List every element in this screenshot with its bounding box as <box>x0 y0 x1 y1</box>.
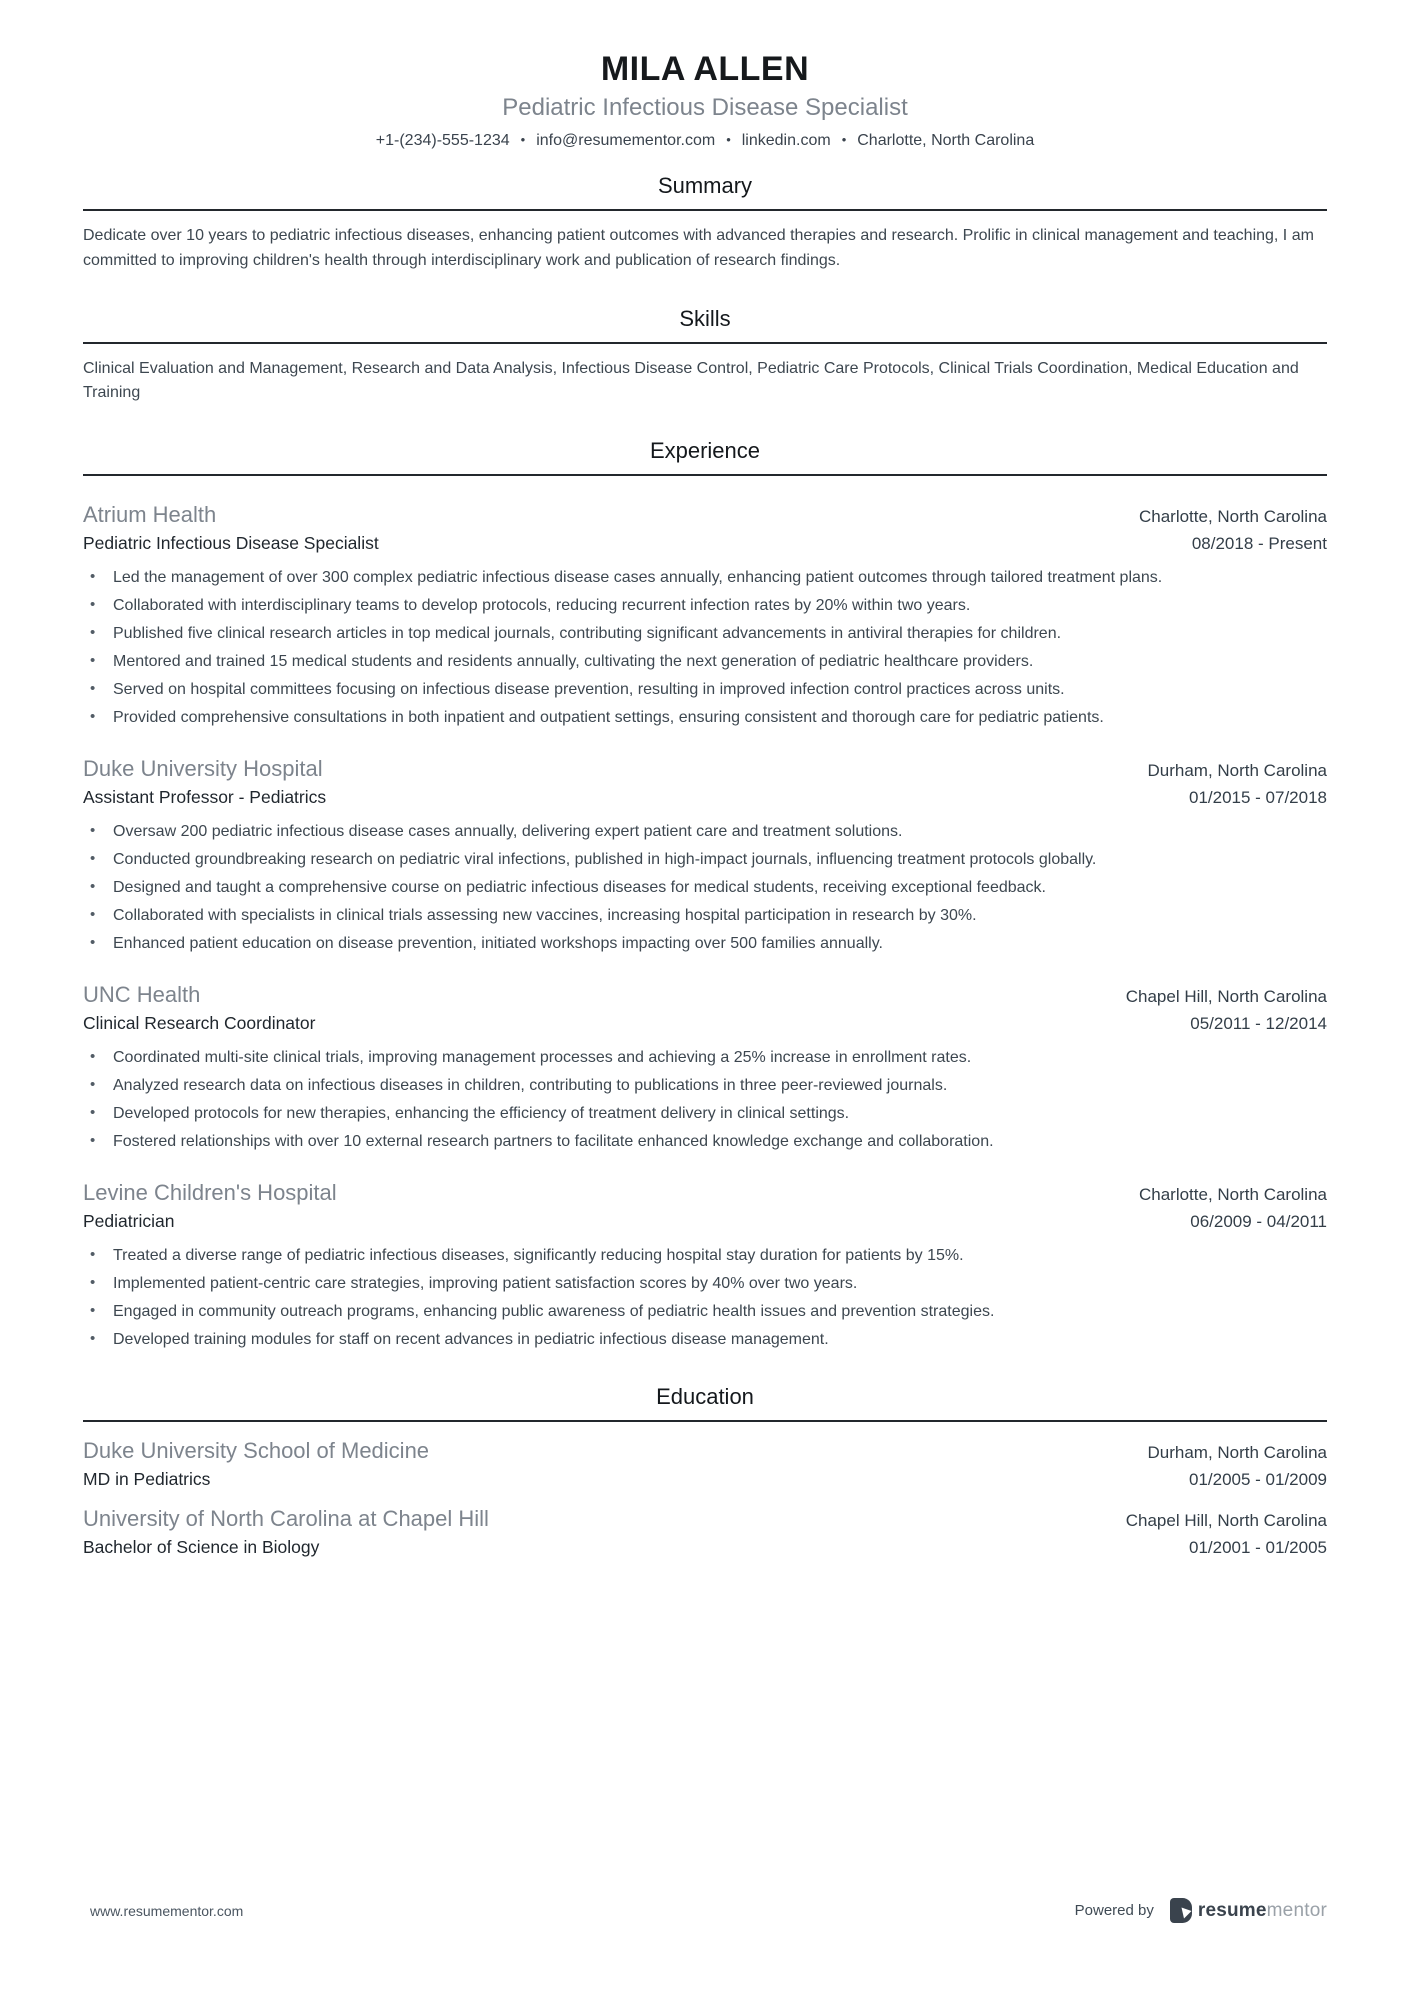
candidate-title: Pediatric Infectious Disease Specialist <box>502 94 908 121</box>
contact-line <box>83 132 1327 150</box>
dot-separator: • <box>520 132 526 147</box>
dot-separator: • <box>726 132 731 147</box>
bullet-item: • Oversaw 200 pediatric infectious disease cases annually, delivering expert patient care and treatment solutions. <box>83 820 1327 844</box>
powered-by <box>1075 1898 1327 1923</box>
section-experience <box>83 438 1327 1352</box>
entry-dates: 01/2015 - 07/2018 <box>1188 788 1327 808</box>
resume-header <box>83 50 1327 150</box>
job-title: Pediatrician <box>83 1211 175 1232</box>
section-heading-education: Education <box>656 1384 754 1410</box>
company-name: UNC Health <box>83 982 201 1008</box>
degree: Bachelor of Science in Biology <box>83 1537 320 1558</box>
section-divider <box>83 474 1327 476</box>
bullet-list <box>83 1046 1327 1154</box>
bullet-item: • Led the management of over 300 complex pediatric infectious disease cases annually, enhancing patient outcomes through tailored treatment plans. <box>83 566 1327 590</box>
education-entry <box>83 1506 1327 1558</box>
bullet-item: • Analyzed research data on infectious diseases in children, contributing to publications in three peer-reviewed journals. <box>83 1074 1327 1098</box>
section-skills <box>83 306 1327 407</box>
candidate-name: MILA ALLEN <box>600 50 810 88</box>
footer-website-url: www.resumementor.com <box>90 1902 244 1919</box>
bullet-item: • Mentored and trained 15 medical students and residents annually, cultivating the next generation of pediatric healthcare providers. <box>83 650 1327 674</box>
experience-entry <box>83 502 1327 730</box>
entry-location: Chapel Hill, North Carolina <box>1125 1511 1327 1531</box>
bullet-item: • Served on hospital committees focusing on infectious disease prevention, resulting in improved infection control practices across units. <box>83 678 1327 702</box>
school-name: Duke University School of Medicine <box>83 1438 430 1464</box>
section-heading-skills: Skills <box>679 305 731 331</box>
entry-location: Durham, North Carolina <box>1147 761 1327 781</box>
section-divider <box>83 209 1327 211</box>
bullet-item: • Collaborated with interdisciplinary teams to develop protocols, reducing recurrent infection rates by 20% within two years. <box>83 594 1327 618</box>
company-name: Duke University Hospital <box>83 756 323 782</box>
contact-location: Charlotte, North Carolina <box>857 132 1035 149</box>
resumementor-logo-icon <box>1170 1898 1192 1923</box>
bullet-item: • Fostered relationships with over 10 external research partners to facilitate enhanced knowledge exchange and collaboration. <box>83 1130 1327 1154</box>
skills-text: Clinical Evaluation and Management, Research and Data Analysis, Infectious Disease Control, Pediatric Care Protocols, Clinical Trials Coordination, Medical Education and Training <box>83 359 1299 402</box>
company-name: Atrium Health <box>83 502 217 528</box>
entry-location: Durham, North Carolina <box>1147 1443 1327 1463</box>
contact-phone: +1-(234)-555-1234 <box>375 132 510 149</box>
job-title: Assistant Professor - Pediatrics <box>83 787 327 808</box>
bullet-list <box>83 820 1327 956</box>
summary-text: Dedicate over 10 years to pediatric infectious diseases, enhancing patient outcomes with advanced therapies and research. Prolific in clinical management and teaching, I am committed to improving children's health through interdisciplinary work and publication of research findings. <box>83 227 1314 269</box>
company-name: Levine Children's Hospital <box>83 1180 337 1206</box>
job-title: Clinical Research Coordinator <box>83 1013 316 1034</box>
dot-separator: • <box>841 132 847 147</box>
brand-text-bold: resume <box>1197 1899 1267 1921</box>
entry-dates: 01/2001 - 01/2005 <box>1188 1538 1327 1558</box>
experience-entry <box>83 756 1327 956</box>
bullet-item: • Developed training modules for staff on recent advances in pediatric infectious disease management. <box>83 1328 1327 1352</box>
section-education <box>83 1384 1327 1558</box>
bullet-item: • Implemented patient-centric care strategies, improving patient satisfaction scores by 40% over two years. <box>83 1272 1327 1296</box>
bullet-item: • Designed and taught a comprehensive course on pediatric infectious diseases for medical students, receiving exceptional feedback. <box>83 876 1327 900</box>
entry-location: Chapel Hill, North Carolina <box>1125 987 1327 1007</box>
entry-dates: 08/2018 - Present <box>1191 534 1327 554</box>
brand-text-light: mentor <box>1266 1899 1327 1921</box>
section-divider <box>83 1420 1327 1422</box>
bullet-item: • Conducted groundbreaking research on pediatric viral infections, published in high-impact journals, influencing treatment protocols globally. <box>83 848 1327 872</box>
entry-dates: 01/2005 - 01/2009 <box>1188 1470 1327 1490</box>
bullet-item: • Coordinated multi-site clinical trials, improving management processes and achieving a 25% increase in enrollment rates. <box>83 1046 1327 1070</box>
experience-entry <box>83 1180 1327 1352</box>
bullet-item: • Developed protocols for new therapies, enhancing the efficiency of treatment delivery in clinical settings. <box>83 1102 1327 1126</box>
school-name: University of North Carolina at Chapel Hill <box>83 1506 489 1532</box>
section-heading-experience: Experience <box>649 438 761 464</box>
entry-location: Charlotte, North Carolina <box>1138 1185 1327 1205</box>
section-divider <box>83 342 1327 344</box>
bullet-item: • Treated a diverse range of pediatric infectious diseases, significantly reducing hospital stay duration for patients by 15%. <box>83 1244 1327 1268</box>
education-entry <box>83 1438 1327 1490</box>
bullet-list <box>83 1244 1327 1352</box>
entry-dates: 06/2009 - 04/2011 <box>1190 1212 1327 1232</box>
experience-entry <box>83 982 1327 1154</box>
powered-by-label: Powered by <box>1074 1902 1154 1919</box>
bullet-list <box>83 566 1327 730</box>
brand-wordmark <box>1198 1900 1327 1922</box>
bullet-item: • Engaged in community outreach programs, enhancing public awareness of pediatric health issues and prevention strategies. <box>83 1300 1327 1324</box>
bullet-item: • Provided comprehensive consultations in both inpatient and outpatient settings, ensuring consistent and thorough care for pediatric patients. <box>83 706 1327 730</box>
section-summary <box>83 173 1327 274</box>
degree: MD in Pediatrics <box>83 1469 211 1490</box>
page-footer <box>90 1898 1327 1923</box>
entry-dates: 05/2011 - 12/2014 <box>1190 1014 1327 1034</box>
bullet-item: • Collaborated with specialists in clinical trials assessing new vaccines, increasing hospital participation in research by 30%. <box>83 904 1327 928</box>
bullet-item: • Enhanced patient education on disease prevention, initiated workshops impacting over 500 families annually. <box>83 932 1327 956</box>
contact-email: info@resumementor.com <box>536 132 716 149</box>
bullet-item: • Published five clinical research articles in top medical journals, contributing significant advancements in antiviral therapies for children. <box>83 622 1327 646</box>
contact-linkedin: linkedin.com <box>741 132 831 149</box>
resumementor-logo <box>1170 1898 1327 1923</box>
section-heading-summary: Summary <box>657 173 753 198</box>
job-title: Pediatric Infectious Disease Specialist <box>83 533 379 554</box>
entry-location: Charlotte, North Carolina <box>1138 507 1327 527</box>
